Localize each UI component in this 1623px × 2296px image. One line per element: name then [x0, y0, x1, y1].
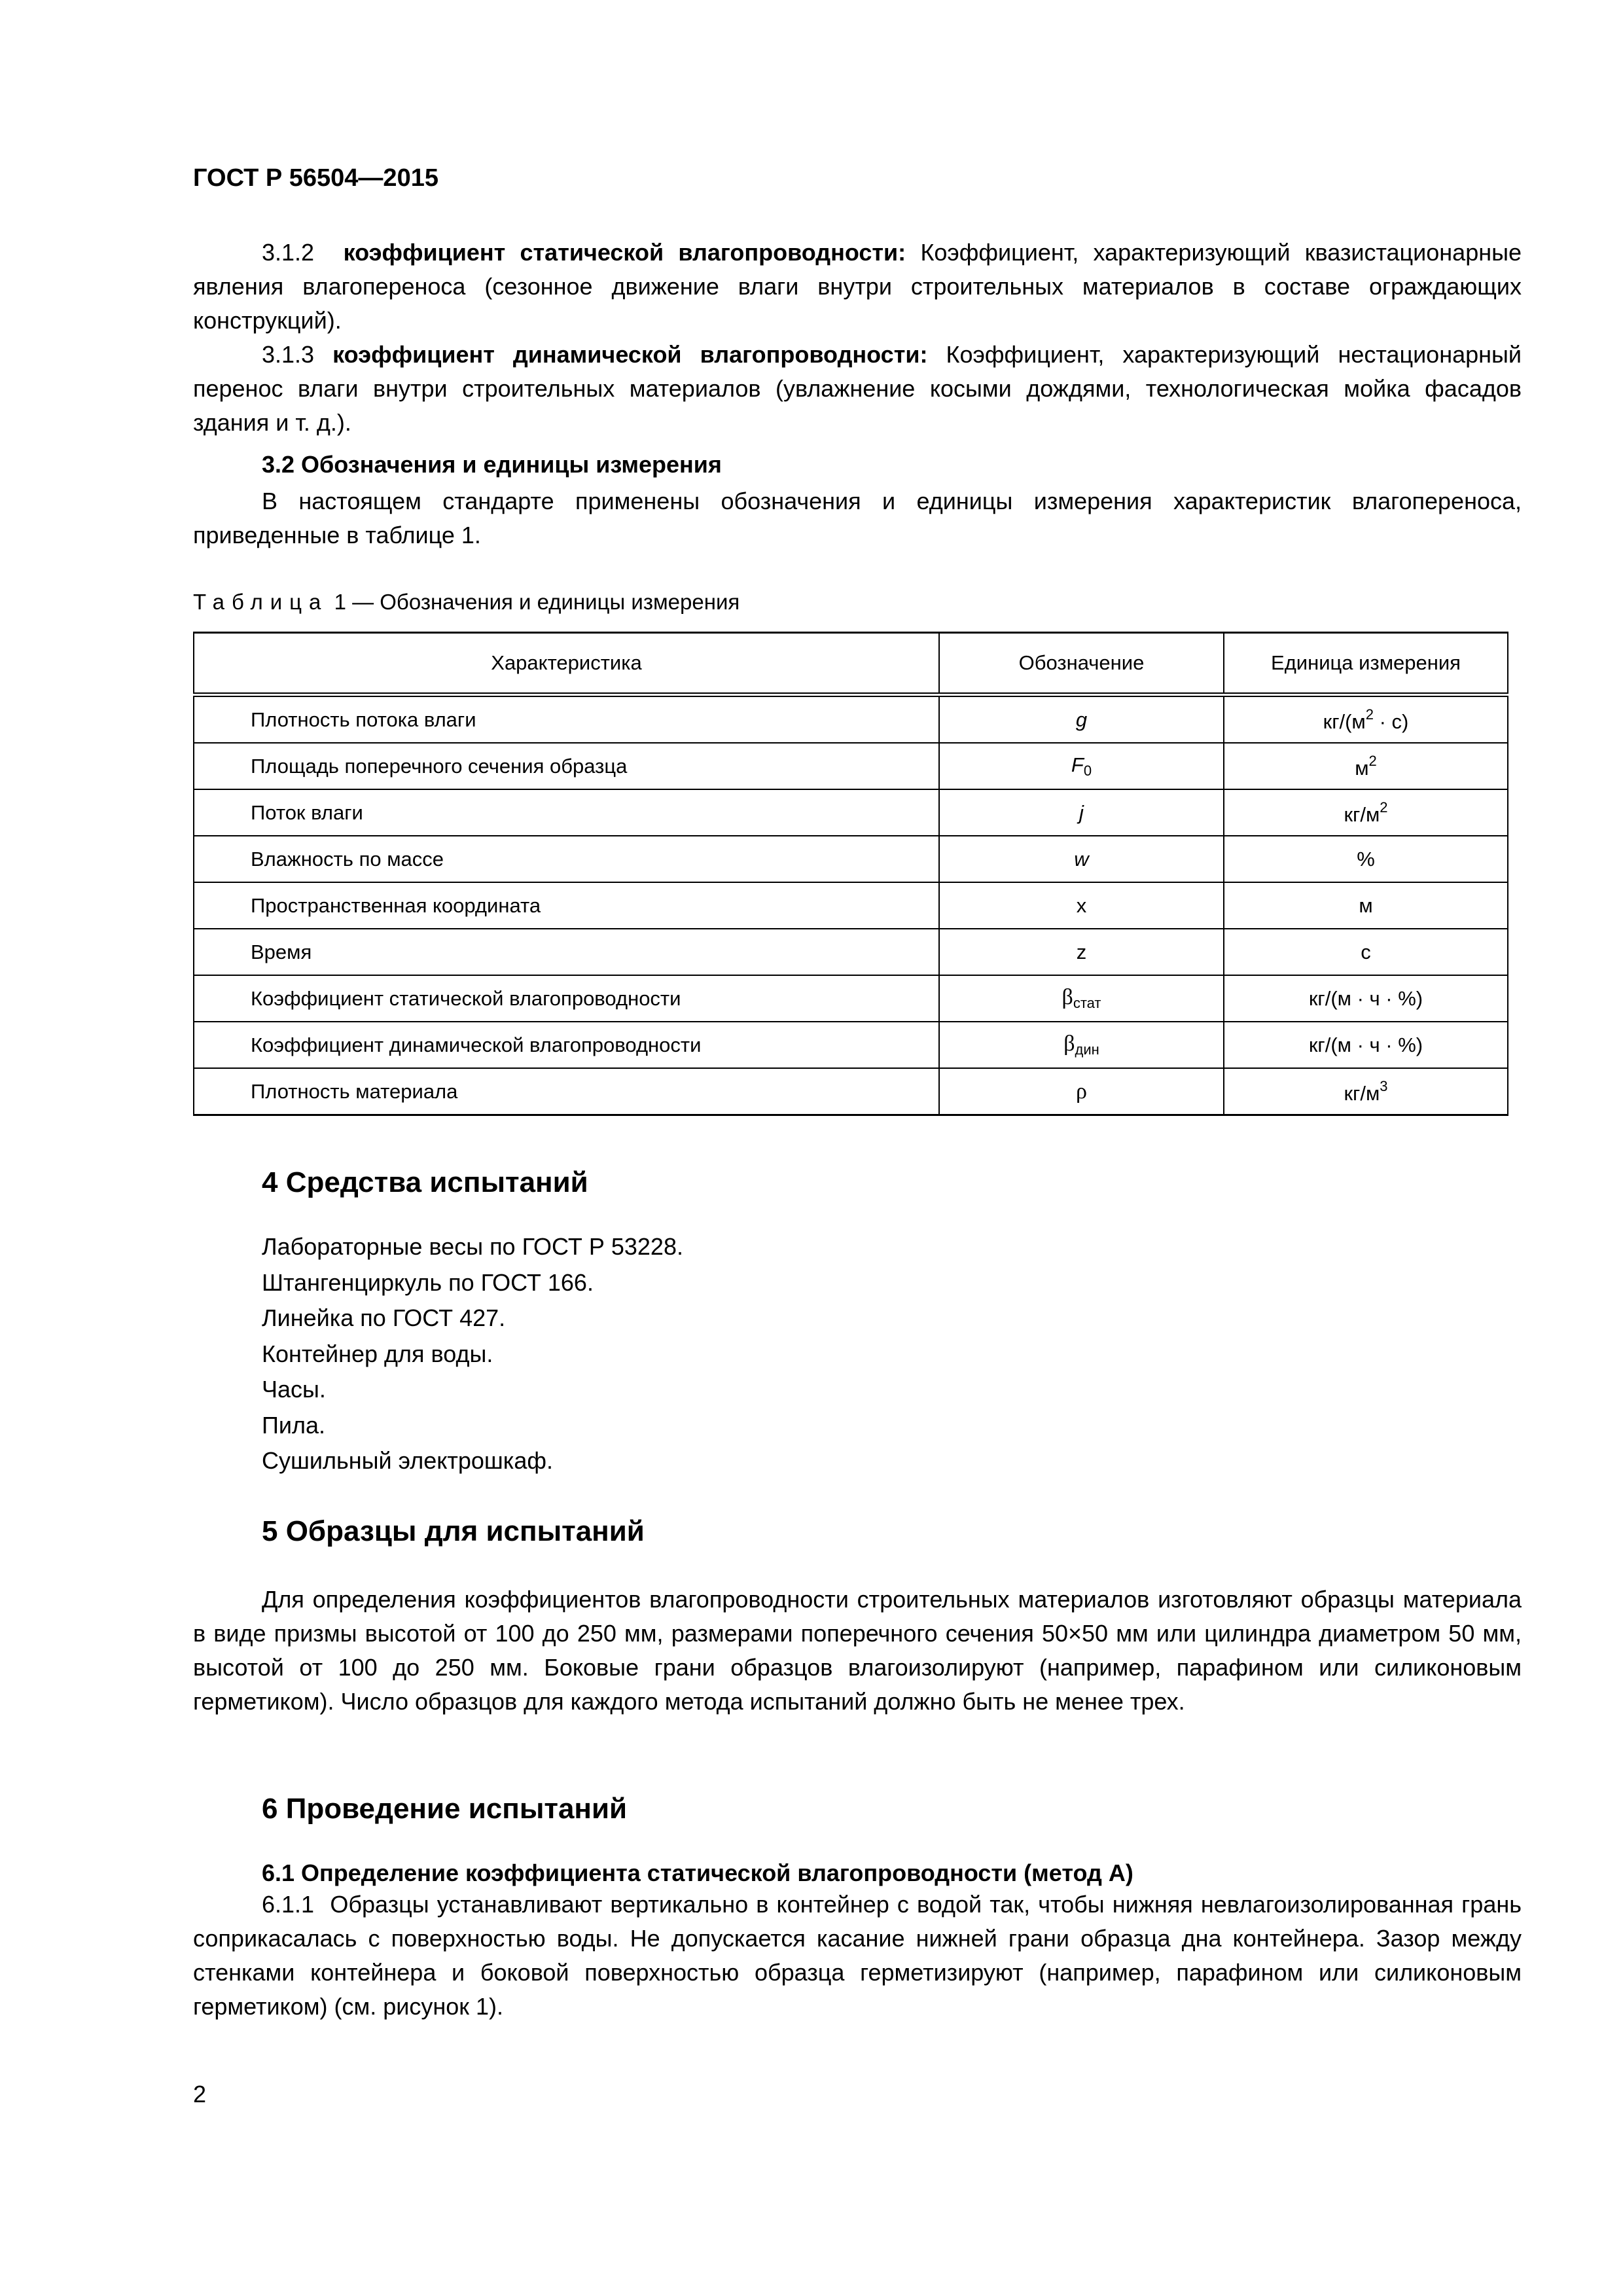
- table-row: [194, 789, 1508, 836]
- unit-cell: %: [1224, 836, 1508, 882]
- characteristic-cell: Время: [194, 929, 939, 975]
- term: коэффициент статической влагопроводности:: [343, 239, 906, 266]
- document-code-header: ГОСТ Р 56504—2015: [193, 164, 438, 192]
- equipment-list: [262, 1229, 683, 1479]
- column-header-symbol: Обозначение: [939, 633, 1224, 695]
- list-item: Пила.: [262, 1411, 326, 1439]
- table-row: [194, 929, 1508, 975]
- list-item: Линейка по ГОСТ 427.: [262, 1304, 506, 1331]
- table-row: [194, 743, 1508, 789]
- characteristic-cell: Площадь поперечного сечения образца: [194, 743, 939, 789]
- table-header-row: [194, 633, 1508, 695]
- symbol-cell: $\beta_{стат}$: [939, 975, 1224, 1022]
- definition: Коэффициент, характеризующий нестационарный перенос влаги внутри строительных материалов (увлажнение косыми дождями, технологическая мойка фасадов здания и т. д.).: [193, 341, 1522, 436]
- column-header-unit: Единица измерения: [1224, 633, 1508, 695]
- symbol-cell: $F_0$: [939, 743, 1224, 789]
- symbol-cell: ρ: [939, 1068, 1224, 1115]
- table-caption-label: Таблица: [193, 590, 329, 614]
- characteristic-cell: Коэффициент динамической влагопроводности: [194, 1022, 939, 1068]
- table-row: [194, 836, 1508, 882]
- unit-cell: кг/(м · ч · %): [1224, 975, 1508, 1022]
- section-5-text: Для определения коэффициентов влагопроводности строительных материалов изготовляют образцы материала в виде призмы высотой от 100 до 250 мм, размерами поперечного сечения 50×50 мм или цилиндра диаметром 50 мм, высотой от 100 до 250 мм. Боковые грани образцов влагоизолируют (например, парафином или силиконовым герметиком). Число образцов для каждого метода испытаний должно быть не менее трех.: [193, 1586, 1522, 1715]
- symbol-cell: w: [939, 836, 1224, 882]
- table-row: [194, 882, 1508, 929]
- list-item: Часы.: [262, 1376, 326, 1403]
- clause-text: Образцы устанавливают вертикально в контейнер с водой так, чтобы нижняя невлагоизолированная грань соприкасалась с поверхностью воды. Не допускается касание нижней грани образца дна контейнера. Зазор между стенками контейнера и боковой поверхностью образца герметизируют (например, парафином или силиконовым герметиком) (см. рисунок 1).: [193, 1891, 1522, 2020]
- unit-cell: $кг/м^3$: [1224, 1068, 1508, 1115]
- list-item: Контейнер для воды.: [262, 1340, 493, 1367]
- symbol-cell: z: [939, 929, 1224, 975]
- unit-cell: м: [1224, 882, 1508, 929]
- characteristic-cell: Плотность потока влаги: [194, 695, 939, 744]
- symbol-cell: x: [939, 882, 1224, 929]
- table-row: [194, 1022, 1508, 1068]
- table-caption: [193, 588, 740, 617]
- characteristic-cell: Влажность по массе: [194, 836, 939, 882]
- section-6-heading: 6 Проведение испытаний: [262, 1793, 628, 1825]
- clause-3-1-2: [193, 236, 1522, 338]
- section-3-2-text: В настоящем стандарте применены обозначения и единицы измерения характеристик влагопереноса, приведенные в таблице 1.: [193, 488, 1522, 548]
- characteristic-cell: Плотность материала: [194, 1068, 939, 1115]
- clause-number: 3.1.2: [262, 239, 315, 266]
- clause-6-1-1: [193, 1888, 1522, 2024]
- unit-cell: кг/(м · ч · %): [1224, 1022, 1508, 1068]
- list-item: Штангенциркуль по ГОСТ 166.: [262, 1268, 594, 1296]
- page-number: 2: [193, 2081, 207, 2108]
- clause-number: 6.1.1: [262, 1891, 315, 1918]
- unit-cell: $м^2$: [1224, 743, 1508, 789]
- table-row: [194, 695, 1508, 744]
- unit-cell: с: [1224, 929, 1508, 975]
- table-caption-title: — Обозначения и единицы измерения: [352, 590, 740, 614]
- symbol-cell: j: [939, 789, 1224, 836]
- clause-3-1-3: [193, 338, 1522, 440]
- column-header-characteristic: Характеристика: [194, 633, 939, 695]
- definition: Коэффициент, характеризующий квазистационарные явления влагопереноса (сезонное движение влаги внутри строительных материалов в составе ограждающих конструкций).: [193, 239, 1522, 334]
- table-caption-number: 1: [334, 590, 346, 614]
- table-row: [194, 1068, 1508, 1115]
- section-3-2-heading: 3.2 Обозначения и единицы измерения: [262, 451, 722, 478]
- term: коэффициент динамической влагопроводности:: [332, 341, 928, 368]
- characteristic-cell: Пространственная координата: [194, 882, 939, 929]
- list-item: Лабораторные весы по ГОСТ Р 53228.: [262, 1233, 683, 1260]
- symbol-cell: g: [939, 695, 1224, 744]
- units-table: [193, 632, 1508, 1116]
- section-6-1-heading: 6.1 Определение коэффициента статической влагопроводности (метод А): [262, 1859, 1133, 1886]
- section-4-heading: 4 Средства испытаний: [262, 1166, 588, 1198]
- clause-number: 3.1.3: [262, 341, 315, 368]
- symbol-cell: $\beta_{дин}$: [939, 1022, 1224, 1068]
- characteristic-cell: Поток влаги: [194, 789, 939, 836]
- table-row: [194, 975, 1508, 1022]
- unit-cell: $кг/м^2$: [1224, 789, 1508, 836]
- list-item: Сушильный электрошкаф.: [262, 1447, 553, 1474]
- unit-cell: $кг/(м^2 \cdot с)$: [1224, 695, 1508, 744]
- section-5-heading: 5 Образцы для испытаний: [262, 1515, 645, 1547]
- characteristic-cell: Коэффициент статической влагопроводности: [194, 975, 939, 1022]
